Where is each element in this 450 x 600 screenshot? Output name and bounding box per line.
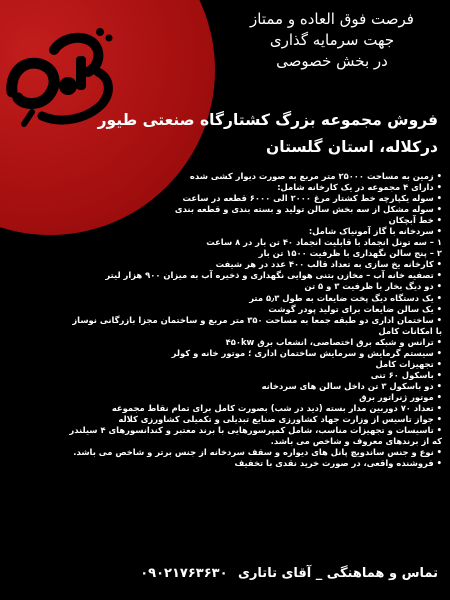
sale-title-line-1: فروش مجموعه بزرگ کشتارگاه صنعتی طیور	[97, 111, 438, 129]
feature-item: که از برندهای معروف و شاخص می باشد.	[270, 436, 442, 447]
feature-item: • موتور ژنراتور برق	[359, 391, 442, 402]
feature-item: • تجهیزات کامل	[375, 358, 442, 369]
sale-title-line-2: درکلاله، استان گلستان	[266, 138, 438, 156]
contact-label: تماس و هماهنگی _ آقای تاتاری	[238, 566, 438, 581]
feature-item: • سردخانه با گاز آمونیاک شامل:	[308, 226, 442, 237]
feature-item: با امکانات کامل	[378, 325, 442, 336]
feature-item: • تاسیسات و تجهیزات مناسب، شامل کمپرسورهایی با برند معتبر و کندانسورهای ۴ سیلندر	[69, 425, 442, 436]
feature-item: • باسکول ۶۰ تنی	[370, 369, 442, 380]
feature-item: ۲ – پنج سالن نگهداری با ظرفیت ۱۵۰۰ تن بار	[258, 248, 442, 259]
contact-line	[18, 565, 438, 583]
contact-phone-number: ۰۹۰۲۱۷۶۳۶۳۰	[140, 566, 228, 581]
sale-title	[97, 107, 438, 161]
feature-item: • یک دستگاه دیگ پخت ضایعات به طول ۵٫۳ متر	[249, 292, 442, 303]
feature-item: • دارای ۴ مجموعه در یک کارخانه شامل:	[277, 182, 442, 193]
headline	[222, 9, 442, 72]
headline-line-2: جهت سرمایه گذاری	[269, 31, 395, 49]
feature-item: • ساختمان اداری دو طبقه جمعا به مساحت ۳۵۰ متر مربع و ساختمان مجزا بازرگانی نوساز	[72, 314, 442, 325]
feature-item: • خط آبچکان	[388, 215, 442, 226]
feature-item: • کارخانه یخ سازی به تعداد قالب ۴۰۰ عدد در هر شیفت	[215, 259, 442, 270]
feature-item: • فروشنده واقعی، در صورت خرید نقدی با تخفیف	[234, 458, 442, 469]
feature-item: • سیستم گرمایش و سرمایش ساختمان اداری ؛ موتور خانه و کولر	[171, 347, 442, 358]
feature-item: • سوله مشکل از سه بخش سالن تولید و بسته بندی و قطعه بندی	[174, 204, 442, 215]
feature-item: • جواز تاسیس از وزارت جهاد کشاورزی صنایع تبدیلی و تکمیلی کشاورزی کلاله	[118, 414, 442, 425]
headline-line-3: در بخش خصوصی	[276, 52, 388, 70]
features-list	[6, 171, 442, 469]
feature-item: • ترانس و شبکه برق اختصاصی، انشعاب برق ۴۵۰kw	[225, 336, 442, 347]
feature-item: • دو دیگ بخار با ظرفیت ۳ و ۵ تن	[304, 281, 442, 292]
feature-item: • یک سالن ضایعات برای تولید پودر گوشت	[268, 303, 442, 314]
feature-item: • سوله یکپارچه خط کشتار مرغ ۲۰۰۰ الی ۶۰۰۰ قطعه در ساعت	[182, 193, 442, 204]
headline-line-1: فرصت فوق العاده و ممتاز	[250, 10, 414, 28]
feature-item: • نوع و جنس ساندویچ پانل های دیواره و سقف سردخانه از جنس برتر و شاخص می باشد.	[73, 447, 442, 458]
feature-item: • زمین به مساحت ۲۵۰۰۰ متر مربع به صورت دیوار کشی شده	[189, 171, 442, 181]
feature-item: ۱ – سه تونل انجماد با قابلیت انجماد ۴۰ تن بار در ۸ ساعت	[206, 237, 442, 248]
feature-item: • تصفیه خانه آب – مخازن بتنی هوایی نگهداری و ذخیره آب به میزان ۹۰۰ هزار لیتر	[105, 270, 442, 281]
feature-item: • تعداد ۷۰ دوربین مدار بسته (دید در شب) بصورت کامل برای تمام نقاط مجموعه	[111, 402, 442, 413]
feature-item: • دو باسکول ۳ تن داخل سالن های سردخانه	[261, 380, 442, 391]
